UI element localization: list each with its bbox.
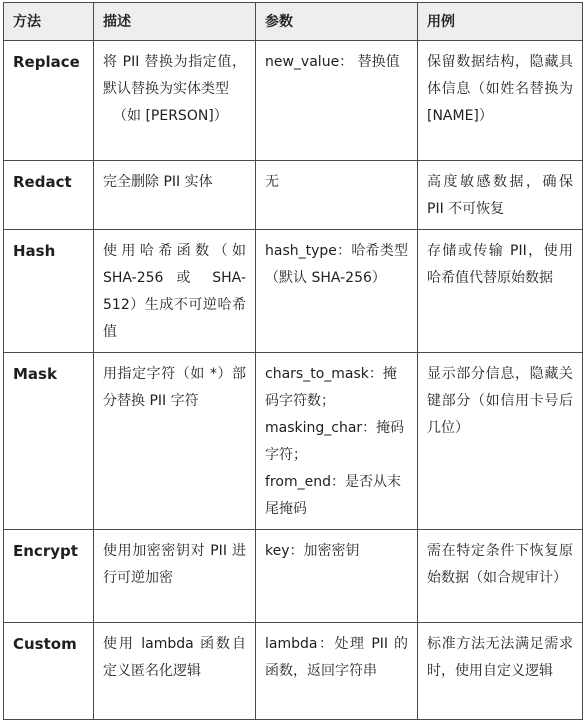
param-masking-char: masking_char：掩码字符； [265,420,405,463]
usecase-cell: 显示部分信息，隐藏关键部分（如信用卡号后几位） [418,353,583,530]
table-row [4,530,583,623]
method-cell: Replace [4,41,94,161]
header-usecase: 用例 [418,3,583,41]
params-cell: hash_type：哈希类型（默认 SHA-256） [256,230,418,353]
table-row [4,161,583,230]
header-parameters: 参数 [256,3,418,41]
method-cell: Hash [4,230,94,353]
description-example: （如 [PERSON]） [113,108,228,124]
description-text: 将 PII 替换为指定值，默认替换为实体类型 [103,54,246,97]
method-cell: Mask [4,353,94,530]
params-cell: new_value： 替换值 [256,41,418,161]
description-cell: 使用加密密钥对 PII 进行可逆加密 [94,530,256,623]
description-cell: 完全删除 PII 实体 [94,161,256,230]
table-row [4,41,583,161]
param-chars-to-mask: chars_to_mask：掩码字符数； [265,366,397,409]
table-header-row [4,3,583,41]
table-row [4,623,583,720]
header-description: 描述 [94,3,256,41]
method-cell: Redact [4,161,94,230]
method-cell: Encrypt [4,530,94,623]
description-cell: 使用哈希函数（如 SHA-256 或 SHA-512）生成不可逆哈希值 [94,230,256,353]
params-cell: lambda：处理 PII 的函数，返回字符串 [256,623,418,720]
usecase-cell: 标准方法无法满足需求时，使用自定义逻辑 [418,623,583,720]
description-cell: 使用 lambda 函数自定义匿名化逻辑 [94,623,256,720]
table-row [4,230,583,353]
param-from-end: from_end：是否从末尾掩码 [265,474,401,517]
usecase-cell: 高度敏感数据，确保 PII 不可恢复 [418,161,583,230]
usecase-cell: 保留数据结构，隐藏具体信息（如姓名替换为 [NAME]） [418,41,583,161]
usecase-cell: 需在特定条件下恢复原始数据（如合规审计） [418,530,583,623]
pii-methods-table [3,2,583,720]
description-cell [94,41,256,161]
usecase-cell: 存储或传输 PII，使用哈希值代替原始数据 [418,230,583,353]
params-cell: key：加密密钥 [256,530,418,623]
header-method: 方法 [4,3,94,41]
params-cell [256,353,418,530]
method-cell: Custom [4,623,94,720]
params-cell: 无 [256,161,418,230]
description-cell: 用指定字符（如 *）部分替换 PII 字符 [94,353,256,530]
table-row [4,353,583,530]
